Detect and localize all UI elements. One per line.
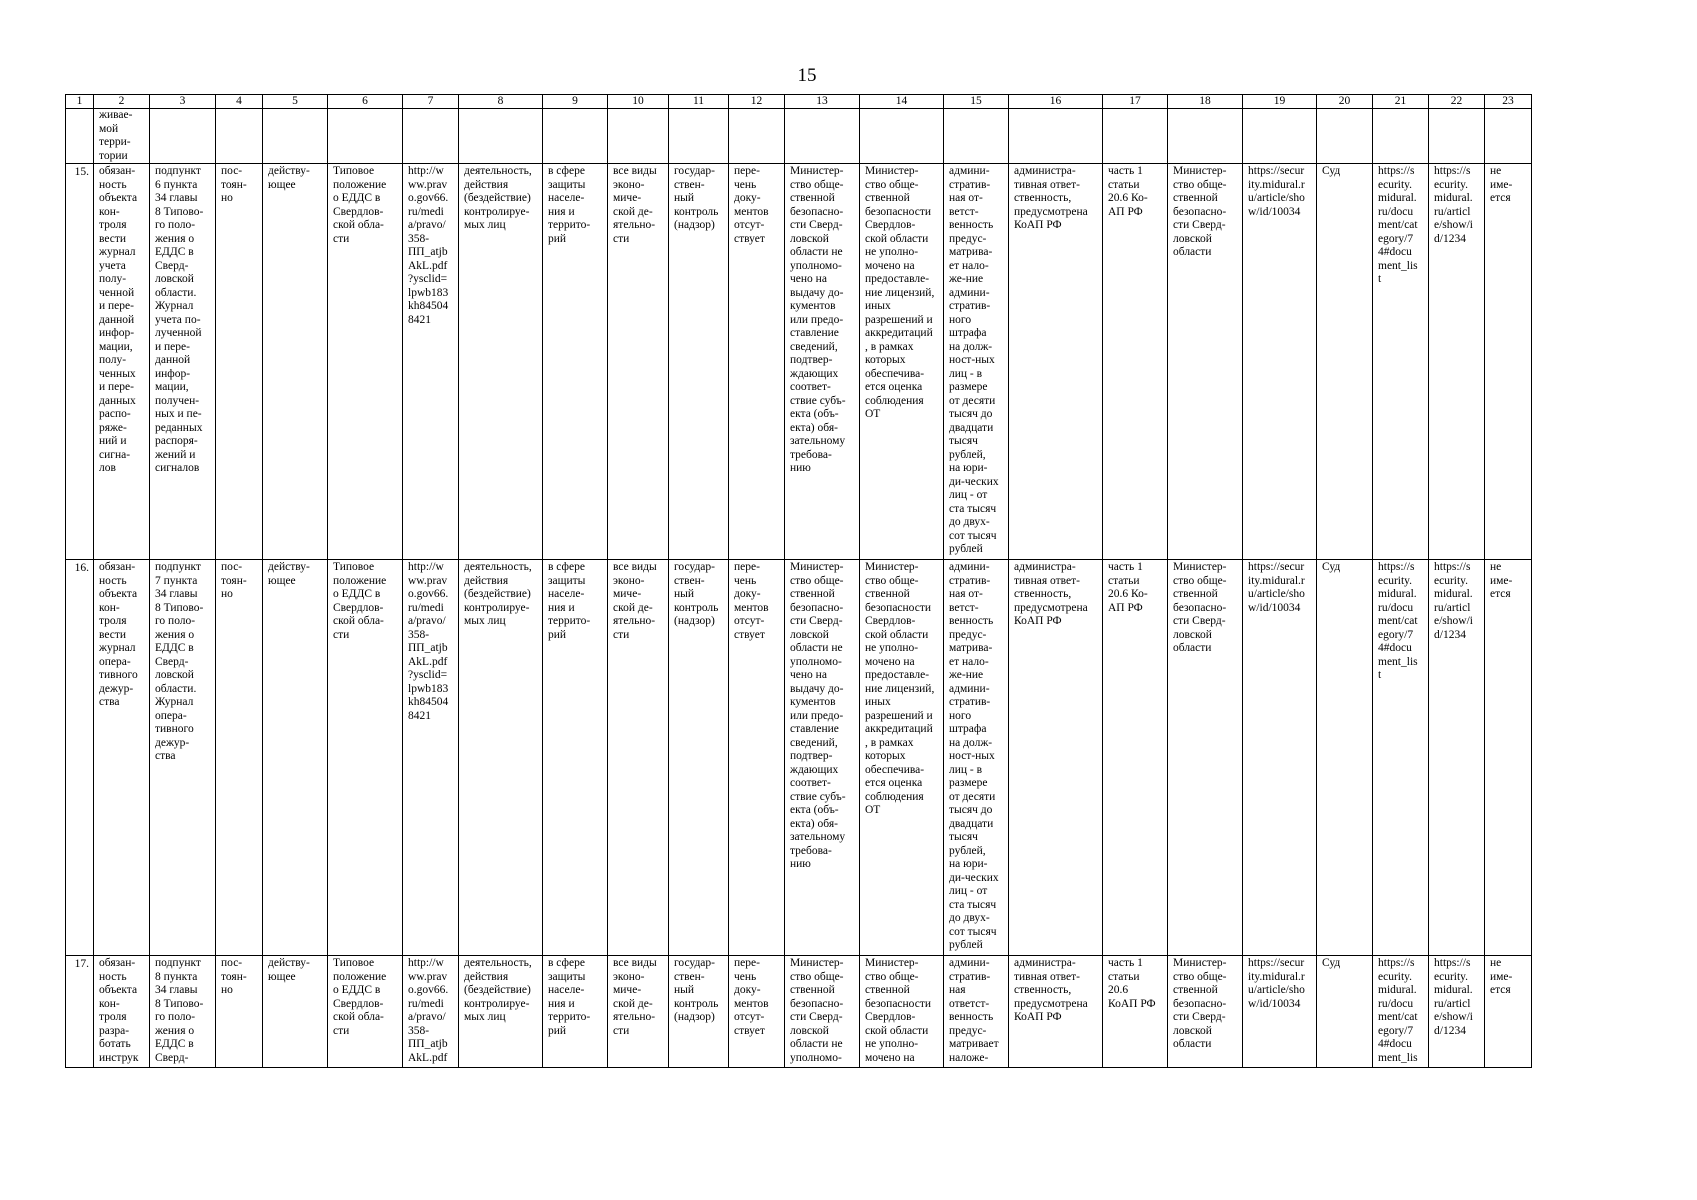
row-15-cell-17: часть 1 статьи 20.6 Ко- АП РФ — [1103, 164, 1168, 560]
row-15-cell-19: https://secur ity.midural.r u/article/sho w/id/10034 — [1243, 164, 1317, 560]
row-17-cell-12: пере- чень доку- ментов отсут- ствует — [729, 956, 785, 1068]
continuation-cell-17 — [1103, 109, 1168, 164]
row-17-cell-10: все виды эконо- миче- ской де- ятельно- сти — [608, 956, 669, 1068]
row-15-cell-21: https://s ecurity. midural. ru/docu ment/cat egory/7 4#docu ment_lis t — [1373, 164, 1429, 560]
row-16-cell-23: не име- ется — [1485, 560, 1532, 956]
continuation-cell-15 — [944, 109, 1009, 164]
row-15-cell-2: обязан- ность объекта кон- троля вести журнал учета полу- ченной и пере- данной инфор- мации, полу- ченных и пере- данных распо- ряже- ний и сигна- лов — [94, 164, 150, 560]
column-number-11: 11 — [669, 95, 729, 109]
row-17-cell-11: государ- ствен- ный контроль (надзор) — [669, 956, 729, 1068]
row-16-cell-7: http://w ww.prav o.gov66. ru/medi a/pravo/ 358- ПП_atjb AkL.pdf ?ysclid= lpwb183 kh84504 8421 — [403, 560, 459, 956]
row-17-cell-9: в сфере защиты населе- ния и террито- рий — [543, 956, 608, 1068]
row-16-cell-5: действу- ющее — [263, 560, 328, 956]
row-15-cell-5: действу- ющее — [263, 164, 328, 560]
row-15-cell-13: Министер- ство обще- ственной безопасно- сти Сверд- ловской области не уполномо- чено на выдачу до- кументов или предо- ставление сведений, подтвер- ждающих соответ- ствие субъ- екта (объ- екта) обя- зательному требова- нию — [785, 164, 860, 560]
column-number-1: 1 — [66, 95, 94, 109]
continuation-cell-14 — [860, 109, 944, 164]
row-15-cell-12: пере- чень доку- ментов отсут- ствует — [729, 164, 785, 560]
row-15-cell-22: https://s ecurity. midural. ru/articl e/show/i d/1234 — [1429, 164, 1485, 560]
column-number-21: 21 — [1373, 95, 1429, 109]
row-17-cell-18: Министер- ство обще- ственной безопасно- сти Сверд- ловской области — [1168, 956, 1243, 1068]
row-17-cell-20: Суд — [1317, 956, 1373, 1068]
row-16-cell-22: https://s ecurity. midural. ru/articl e/show/i d/1234 — [1429, 560, 1485, 956]
column-number-7: 7 — [403, 95, 459, 109]
row-17-cell-7: http://w ww.prav o.gov66. ru/medi a/pravo/ 358- ПП_atjb AkL.pdf — [403, 956, 459, 1068]
column-number-6: 6 — [328, 95, 403, 109]
column-number-17: 17 — [1103, 95, 1168, 109]
row-16-cell-16: администра- тивная ответ- ственность, предусмотрена КоАП РФ — [1009, 560, 1103, 956]
row-17-number: 17. — [66, 956, 94, 1068]
continuation-cell-19 — [1243, 109, 1317, 164]
row-15-cell-6: Типовое положение о ЕДДС в Свердлов- ской обла- сти — [328, 164, 403, 560]
continuation-cell-22 — [1429, 109, 1485, 164]
continuation-cell-20 — [1317, 109, 1373, 164]
row-15-cell-8: деятельность, действия (бездействие) контролируе- мых лиц — [459, 164, 543, 560]
row-17-cell-23: не име- ется — [1485, 956, 1532, 1068]
row-16-cell-20: Суд — [1317, 560, 1373, 956]
row-17-cell-4: пос- тоян- но — [216, 956, 263, 1068]
column-number-22: 22 — [1429, 95, 1485, 109]
column-number-23: 23 — [1485, 95, 1532, 109]
row-16-cell-14: Министер- ство обще- ственной безопасности Свердлов- ской области не уполно- мочено на предоставле- ние лицензий, иных разрешений и аккредитаций , в рамках которых обеспечива- ется оценка соблюдения ОТ — [860, 560, 944, 956]
continuation-cell-23 — [1485, 109, 1532, 164]
page-number: 15 — [797, 65, 817, 86]
row-16-cell-8: деятельность, действия (бездействие) контролируе- мых лиц — [459, 560, 543, 956]
row-16-cell-9: в сфере защиты населе- ния и террито- рий — [543, 560, 608, 956]
continuation-cell-3 — [150, 109, 216, 164]
row-15-cell-14: Министер- ство обще- ственной безопасности Свердлов- ской области не уполно- мочено на предоставле- ние лицензий, иных разрешений и аккредитаций , в рамках которых обеспечива- ется оценка соблюдения ОТ — [860, 164, 944, 560]
row-16-cell-19: https://secur ity.midural.r u/article/sho w/id/10034 — [1243, 560, 1317, 956]
column-number-18: 18 — [1168, 95, 1243, 109]
row-17-cell-19: https://secur ity.midural.r u/article/sho w/id/10034 — [1243, 956, 1317, 1068]
row-16-cell-15: админи- стратив- ная от- ветст- венность предус- матрива- ет нало- же-ние админи- стратив- ного штрафа на долж- ност-ных лиц - в размере от десяти тысяч до двадцати тысяч рублей, на юри- ди-ческих лиц - от ста тысяч до двух- сот тысяч рублей — [944, 560, 1009, 956]
row-17-cell-15: админи- стратив- ная ответст- венность предус- матривает наложе- — [944, 956, 1009, 1068]
row-15-cell-15: админи- стратив- ная от- ветст- венность предус- матрива- ет нало- же-ние админи- стратив- ного штрафа на долж- ност-ных лиц - в размере от десяти тысяч до двадцати тысяч рублей, на юри- ди-ческих лиц - от ста тысяч до двух- сот тысяч рублей — [944, 164, 1009, 560]
continuation-cell-21 — [1373, 109, 1429, 164]
row-16-cell-3: подпункт 7 пункта 34 главы 8 Типово- го поло- жения о ЕДДС в Сверд- ловской области. Журнал опера- тивного дежур- ства — [150, 560, 216, 956]
column-number-8: 8 — [459, 95, 543, 109]
table-row-17 — [66, 956, 1532, 1068]
column-number-9: 9 — [543, 95, 608, 109]
row-17-cell-3: подпункт 8 пункта 34 главы 8 Типово- го поло- жения о ЕДДС в Сверд- — [150, 956, 216, 1068]
row-16-cell-10: все виды эконо- миче- ской де- ятельно- сти — [608, 560, 669, 956]
column-number-2: 2 — [94, 95, 150, 109]
row-16-cell-4: пос- тоян- но — [216, 560, 263, 956]
column-number-12: 12 — [729, 95, 785, 109]
requirements-table — [65, 94, 1532, 1068]
continuation-cell-4 — [216, 109, 263, 164]
continuation-cell-13 — [785, 109, 860, 164]
continuation-cell-2: живае- мой терри- тории — [94, 109, 150, 164]
row-15-cell-23: не име- ется — [1485, 164, 1532, 560]
column-number-row — [66, 95, 1532, 109]
row-17-cell-5: действу- ющее — [263, 956, 328, 1068]
continuation-cell-5 — [263, 109, 328, 164]
row-16-cell-17: часть 1 статьи 20.6 Ко- АП РФ — [1103, 560, 1168, 956]
column-number-4: 4 — [216, 95, 263, 109]
row-16-cell-13: Министер- ство обще- ственной безопасно- сти Сверд- ловской области не уполномо- чено на выдачу до- кументов или предо- ставление сведений, подтвер- ждающих соответ- ствие субъ- екта (объ- екта) обя- зательному требова- нию — [785, 560, 860, 956]
row-16-cell-11: государ- ствен- ный контроль (надзор) — [669, 560, 729, 956]
row-15-cell-20: Суд — [1317, 164, 1373, 560]
row-17-cell-14: Министер- ство обще- ственной безопасности Свердлов- ской области не уполно- мочено на — [860, 956, 944, 1068]
row-16-cell-2: обязан- ность объекта кон- троля вести журнал опера- тивного дежур- ства — [94, 560, 150, 956]
continuation-cell-10 — [608, 109, 669, 164]
row-15-cell-9: в сфере защиты населе- ния и террито- рий — [543, 164, 608, 560]
row-17-cell-6: Типовое положение о ЕДДС в Свердлов- ской обла- сти — [328, 956, 403, 1068]
column-number-19: 19 — [1243, 95, 1317, 109]
continuation-cell-6 — [328, 109, 403, 164]
table-row-15 — [66, 164, 1532, 560]
column-number-20: 20 — [1317, 95, 1373, 109]
column-number-13: 13 — [785, 95, 860, 109]
row-17-cell-16: администра- тивная ответ- ственность, предусмотрена КоАП РФ — [1009, 956, 1103, 1068]
row-17-cell-17: часть 1 статьи 20.6 КоАП РФ — [1103, 956, 1168, 1068]
column-number-3: 3 — [150, 95, 216, 109]
row-15-cell-11: государ- ствен- ный контроль (надзор) — [669, 164, 729, 560]
continuation-cell-12 — [729, 109, 785, 164]
table-row-16 — [66, 560, 1532, 956]
continuation-cell-18 — [1168, 109, 1243, 164]
row-16-cell-18: Министер- ство обще- ственной безопасно- сти Сверд- ловской области — [1168, 560, 1243, 956]
row-15-cell-18: Министер- ство обще- ственной безопасно- сти Сверд- ловской области — [1168, 164, 1243, 560]
row-16-cell-21: https://s ecurity. midural. ru/docu ment/cat egory/7 4#docu ment_lis t — [1373, 560, 1429, 956]
continuation-cell-16 — [1009, 109, 1103, 164]
continuation-cell-8 — [459, 109, 543, 164]
continuation-cell-7 — [403, 109, 459, 164]
column-number-14: 14 — [860, 95, 944, 109]
column-number-15: 15 — [944, 95, 1009, 109]
row-16-cell-12: пере- чень доку- ментов отсут- ствует — [729, 560, 785, 956]
column-number-5: 5 — [263, 95, 328, 109]
row-15-number: 15. — [66, 164, 94, 560]
continuation-cell-11 — [669, 109, 729, 164]
continuation-cell-1 — [66, 109, 94, 164]
row-17-cell-13: Министер- ство обще- ственной безопасно- сти Сверд- ловской области не уполномо- — [785, 956, 860, 1068]
row-17-cell-2: обязан- ность объекта кон- троля разра- ботать инструк — [94, 956, 150, 1068]
row-17-cell-22: https://s ecurity. midural. ru/articl e/show/i d/1234 — [1429, 956, 1485, 1068]
row-15-cell-4: пос- тоян- но — [216, 164, 263, 560]
table-row-continuation — [66, 109, 1532, 164]
row-15-cell-10: все виды эконо- миче- ской де- ятельно- сти — [608, 164, 669, 560]
row-15-cell-16: администра- тивная ответ- ственность, предусмотрена КоАП РФ — [1009, 164, 1103, 560]
row-16-number: 16. — [66, 560, 94, 956]
row-16-cell-6: Типовое положение о ЕДДС в Свердлов- ской обла- сти — [328, 560, 403, 956]
column-number-16: 16 — [1009, 95, 1103, 109]
row-15-cell-7: http://w ww.prav o.gov66. ru/medi a/pravo/ 358- ПП_atjb AkL.pdf ?ysclid= lpwb183 kh84504 8421 — [403, 164, 459, 560]
column-number-10: 10 — [608, 95, 669, 109]
row-17-cell-8: деятельность, действия (бездействие) контролируе- мых лиц — [459, 956, 543, 1068]
row-17-cell-21: https://s ecurity. midural. ru/docu ment/cat egory/7 4#docu ment_lis — [1373, 956, 1429, 1068]
row-15-cell-3: подпункт 6 пункта 34 главы 8 Типово- го поло- жения о ЕДДС в Сверд- ловской области. Журнал учета по- лученной и пере- данной инфор- мации, получен- ных и пе- реданных распоря- жений и сигналов — [150, 164, 216, 560]
continuation-cell-9 — [543, 109, 608, 164]
